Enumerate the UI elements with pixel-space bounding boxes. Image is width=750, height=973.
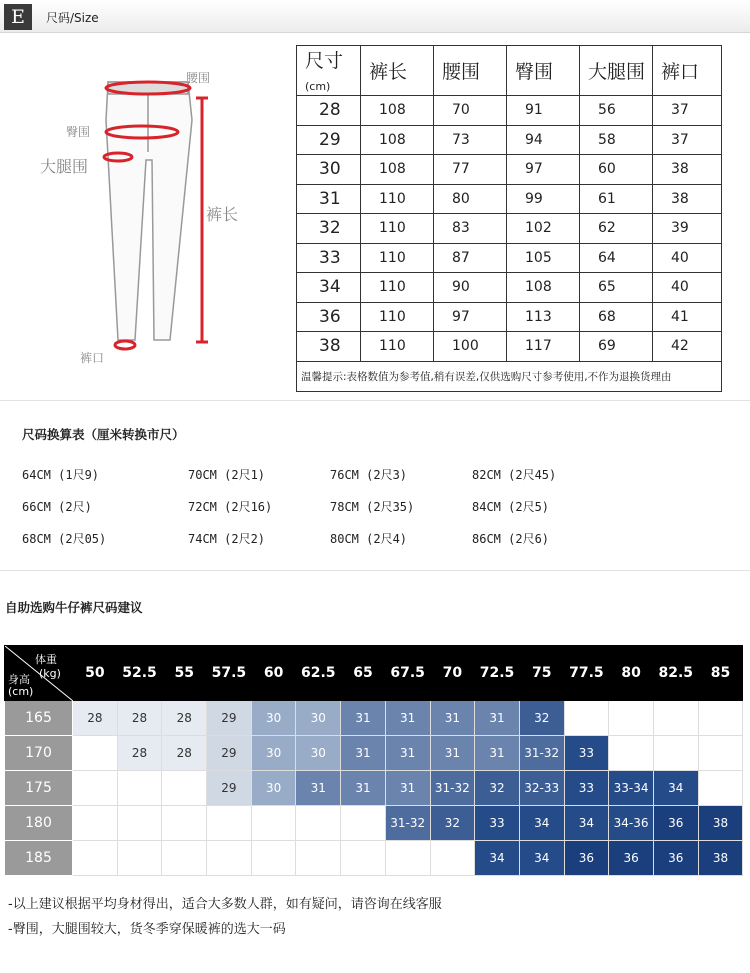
conversion-item: 84CM (2尺5) — [472, 500, 550, 514]
measure-cell: 110 — [361, 273, 434, 303]
conversion-item: 74CM (2尺2) — [188, 532, 266, 546]
suggest-size-cell — [207, 841, 252, 876]
measure-cell: 37 — [653, 125, 722, 155]
hem-header: 裤口 — [653, 46, 722, 96]
weight-header-cell: 65 — [341, 646, 386, 701]
height-label: 身高 — [8, 673, 30, 686]
size-cell: 28 — [297, 96, 361, 126]
note-line-2: -臀围，大腿围较大，货冬季穿保暖裤的选大一码 — [8, 922, 286, 937]
weight-header-row — [5, 646, 743, 701]
size-row — [297, 302, 722, 332]
size-cell: 33 — [297, 243, 361, 273]
size-table — [296, 45, 722, 392]
suggest-size-cell: 28 — [73, 701, 118, 736]
measure-cell: 105 — [507, 243, 580, 273]
size-row — [297, 125, 722, 155]
measure-cell: 97 — [507, 155, 580, 185]
weight-header-cell: 75 — [519, 646, 564, 701]
size-cell: 38 — [297, 332, 361, 362]
size-row — [297, 243, 722, 273]
size-row — [297, 184, 722, 214]
jeans-measurement-diagram — [30, 60, 280, 370]
measure-cell: 40 — [653, 243, 722, 273]
suggest-size-cell: 31 — [341, 771, 386, 806]
suggest-size-cell: 31 — [385, 736, 430, 771]
measure-cell: 60 — [580, 155, 653, 185]
suggest-size-cell: 34 — [519, 841, 564, 876]
measure-cell: 94 — [507, 125, 580, 155]
measure-cell: 73 — [434, 125, 507, 155]
suggest-size-cell — [385, 841, 430, 876]
suggest-size-cell: 32 — [430, 806, 475, 841]
suggest-size-cell — [162, 771, 207, 806]
suggest-size-cell: 33 — [475, 806, 520, 841]
suggest-title: 自助选购牛仔裤尺码建议 — [5, 600, 143, 615]
size-table-note: 温馨提示:表格数值为参考值,稍有误差,仅供选购尺寸参考使用,不作为退换货理由 — [297, 361, 722, 391]
size-row — [297, 332, 722, 362]
suggest-size-cell — [296, 806, 341, 841]
height-row — [5, 736, 743, 771]
suggest-size-cell: 31 — [385, 771, 430, 806]
weight-header-cell: 70 — [430, 646, 475, 701]
measure-cell: 38 — [653, 184, 722, 214]
suggest-size-cell: 34 — [519, 806, 564, 841]
conversion-item: 86CM (2尺6) — [472, 532, 550, 546]
measure-cell: 108 — [507, 273, 580, 303]
suggest-size-cell — [162, 806, 207, 841]
suggest-size-cell: 36 — [564, 841, 609, 876]
size-cell: 32 — [297, 214, 361, 244]
weight-header-cell: 77.5 — [564, 646, 609, 701]
divider — [0, 570, 750, 571]
weight-header-cell: 67.5 — [385, 646, 430, 701]
suggest-size-cell: 31-32 — [519, 736, 564, 771]
height-row — [5, 701, 743, 736]
suggest-size-cell: 28 — [162, 736, 207, 771]
hem-mark — [115, 341, 135, 349]
conversion-item: 72CM (2尺16) — [188, 500, 273, 514]
suggest-size-cell: 28 — [117, 736, 162, 771]
measure-cell: 108 — [361, 155, 434, 185]
measure-cell: 65 — [580, 273, 653, 303]
size-cell: 30 — [297, 155, 361, 185]
measure-cell: 70 — [434, 96, 507, 126]
length-header: 裤长 — [361, 46, 434, 96]
suggest-size-cell — [609, 736, 654, 771]
measure-cell: 77 — [434, 155, 507, 185]
suggest-size-cell — [698, 736, 743, 771]
suggest-size-cell — [162, 841, 207, 876]
measure-cell: 69 — [580, 332, 653, 362]
measure-cell: 100 — [434, 332, 507, 362]
height-cell: 180 — [5, 806, 73, 841]
height-cell: 170 — [5, 736, 73, 771]
measure-cell: 62 — [580, 214, 653, 244]
height-row — [5, 771, 743, 806]
size-row — [297, 155, 722, 185]
suggest-size-cell: 30 — [251, 771, 296, 806]
suggest-size-cell — [117, 841, 162, 876]
measure-cell: 108 — [361, 125, 434, 155]
suggest-size-cell — [653, 701, 698, 736]
suggest-size-cell — [653, 736, 698, 771]
suggest-size-cell: 32 — [519, 701, 564, 736]
measure-cell: 40 — [653, 273, 722, 303]
suggest-size-cell — [296, 841, 341, 876]
size-row — [297, 273, 722, 303]
measure-cell: 117 — [507, 332, 580, 362]
weight-header-cell: 50 — [73, 646, 118, 701]
measure-cell: 110 — [361, 184, 434, 214]
measure-cell: 64 — [580, 243, 653, 273]
suggest-size-cell: 32 — [475, 771, 520, 806]
conversion-item: 80CM (2尺4) — [330, 532, 408, 546]
waist-label: 腰围 — [186, 71, 211, 85]
suggest-size-cell: 33 — [564, 736, 609, 771]
suggest-size-cell: 38 — [698, 841, 743, 876]
section-title: 尺码/Size — [46, 11, 99, 25]
measure-cell: 56 — [580, 96, 653, 126]
corner-cell — [5, 646, 73, 701]
measure-cell: 87 — [434, 243, 507, 273]
measure-cell: 90 — [434, 273, 507, 303]
hip-label: 臀围 — [66, 125, 91, 139]
measure-cell: 97 — [434, 302, 507, 332]
measure-cell: 42 — [653, 332, 722, 362]
suggest-size-cell — [698, 701, 743, 736]
conversion-item: 66CM (2尺) — [22, 500, 92, 514]
jeans-outline — [106, 82, 192, 340]
height-cell: 185 — [5, 841, 73, 876]
suggest-size-cell: 36 — [653, 841, 698, 876]
suggest-size-cell: 30 — [296, 736, 341, 771]
section-header — [0, 0, 750, 33]
measure-cell: 80 — [434, 184, 507, 214]
measure-cell: 83 — [434, 214, 507, 244]
suggest-size-cell: 31 — [430, 701, 475, 736]
measure-cell: 58 — [580, 125, 653, 155]
suggest-size-cell: 36 — [653, 806, 698, 841]
measure-cell: 39 — [653, 214, 722, 244]
measure-cell: 110 — [361, 214, 434, 244]
conversion-item: 68CM (2尺05) — [22, 532, 107, 546]
measure-cell: 91 — [507, 96, 580, 126]
size-table-header — [297, 46, 722, 96]
suggest-size-cell: 31 — [385, 701, 430, 736]
measure-cell: 113 — [507, 302, 580, 332]
hip-header: 臀围 — [507, 46, 580, 96]
conversion-item: 64CM (1尺9) — [22, 468, 100, 482]
size-cell: 34 — [297, 273, 361, 303]
weight-header-cell: 62.5 — [296, 646, 341, 701]
suggest-size-cell — [698, 771, 743, 806]
weight-label: 体重 — [35, 653, 57, 666]
suggest-size-cell — [341, 841, 386, 876]
suggest-size-cell — [207, 806, 252, 841]
suggest-size-cell — [564, 701, 609, 736]
size-cell: 31 — [297, 184, 361, 214]
size-row — [297, 96, 722, 126]
section-badge: E — [4, 4, 32, 30]
measure-cell: 99 — [507, 184, 580, 214]
divider — [0, 400, 750, 401]
suggest-size-cell: 28 — [162, 701, 207, 736]
suggest-size-cell — [73, 841, 118, 876]
suggest-size-cell: 29 — [207, 736, 252, 771]
measure-cell: 110 — [361, 302, 434, 332]
thigh-label: 大腿围 — [40, 157, 89, 176]
height-cell: 175 — [5, 771, 73, 806]
height-cell: 165 — [5, 701, 73, 736]
suggest-size-cell — [73, 771, 118, 806]
weight-header-cell: 80 — [609, 646, 654, 701]
height-unit: (cm) — [8, 685, 34, 698]
suggest-size-cell: 34 — [475, 841, 520, 876]
measure-cell: 61 — [580, 184, 653, 214]
size-table-note-row — [297, 361, 722, 391]
thigh-header: 大腿围 — [580, 46, 653, 96]
suggest-size-cell: 31 — [341, 736, 386, 771]
weight-header-cell: 57.5 — [207, 646, 252, 701]
weight-height-table — [4, 645, 743, 876]
suggest-size-cell: 29 — [207, 771, 252, 806]
suggest-size-cell: 32-33 — [519, 771, 564, 806]
weight-header-cell: 85 — [698, 646, 743, 701]
waist-header: 腰围 — [434, 46, 507, 96]
measure-cell: 41 — [653, 302, 722, 332]
measure-cell: 38 — [653, 155, 722, 185]
height-row — [5, 806, 743, 841]
suggest-size-cell — [251, 806, 296, 841]
size-cell: 36 — [297, 302, 361, 332]
measure-cell: 108 — [361, 96, 434, 126]
measure-cell: 68 — [580, 302, 653, 332]
suggest-size-cell: 33-34 — [609, 771, 654, 806]
note-line-1: -以上建议根据平均身材得出，适合大多数人群，如有疑问，请咨询在线客服 — [8, 897, 442, 912]
conversion-item: 82CM (2尺45) — [472, 468, 557, 482]
size-cell: 29 — [297, 125, 361, 155]
measure-cell: 102 — [507, 214, 580, 244]
suggest-size-cell: 29 — [207, 701, 252, 736]
suggest-size-cell — [117, 806, 162, 841]
suggest-size-cell: 36 — [609, 841, 654, 876]
suggest-size-cell: 30 — [251, 736, 296, 771]
suggest-size-cell — [73, 806, 118, 841]
suggest-size-cell — [430, 841, 475, 876]
conversion-title: 尺码换算表（厘米转换市尺） — [22, 427, 185, 442]
weight-header-cell: 82.5 — [653, 646, 698, 701]
conversion-item: 76CM (2尺3) — [330, 468, 408, 482]
suggest-size-cell: 28 — [117, 701, 162, 736]
weight-header-cell: 55 — [162, 646, 207, 701]
size-header: 尺寸(cm) — [297, 46, 361, 96]
suggest-size-cell: 31-32 — [385, 806, 430, 841]
suggest-size-cell: 30 — [251, 701, 296, 736]
suggest-size-cell — [341, 806, 386, 841]
suggest-size-cell: 34 — [564, 806, 609, 841]
size-row — [297, 214, 722, 244]
suggest-size-cell — [251, 841, 296, 876]
suggest-size-cell: 31-32 — [430, 771, 475, 806]
hem-label: 裤口 — [80, 351, 105, 365]
weight-unit: (kg) — [39, 667, 61, 680]
height-row — [5, 841, 743, 876]
suggest-size-cell: 31 — [475, 701, 520, 736]
suggest-size-cell — [117, 771, 162, 806]
suggest-size-cell: 31 — [341, 701, 386, 736]
suggest-size-cell: 31 — [296, 771, 341, 806]
suggest-size-cell: 30 — [296, 701, 341, 736]
length-label: 裤长 — [206, 205, 239, 224]
suggest-size-cell: 34 — [653, 771, 698, 806]
suggest-size-cell — [609, 701, 654, 736]
measure-cell: 110 — [361, 332, 434, 362]
measure-cell: 110 — [361, 243, 434, 273]
conversion-item: 70CM (2尺1) — [188, 468, 266, 482]
weight-header-cell: 60 — [251, 646, 296, 701]
conversion-item: 78CM (2尺35) — [330, 500, 415, 514]
suggest-size-cell — [73, 736, 118, 771]
measure-cell: 37 — [653, 96, 722, 126]
weight-header-cell: 52.5 — [117, 646, 162, 701]
suggest-size-cell: 38 — [698, 806, 743, 841]
suggest-size-cell: 31 — [430, 736, 475, 771]
weight-header-cell: 72.5 — [475, 646, 520, 701]
suggest-size-cell: 33 — [564, 771, 609, 806]
suggest-size-cell: 34-36 — [609, 806, 654, 841]
suggest-size-cell: 31 — [475, 736, 520, 771]
